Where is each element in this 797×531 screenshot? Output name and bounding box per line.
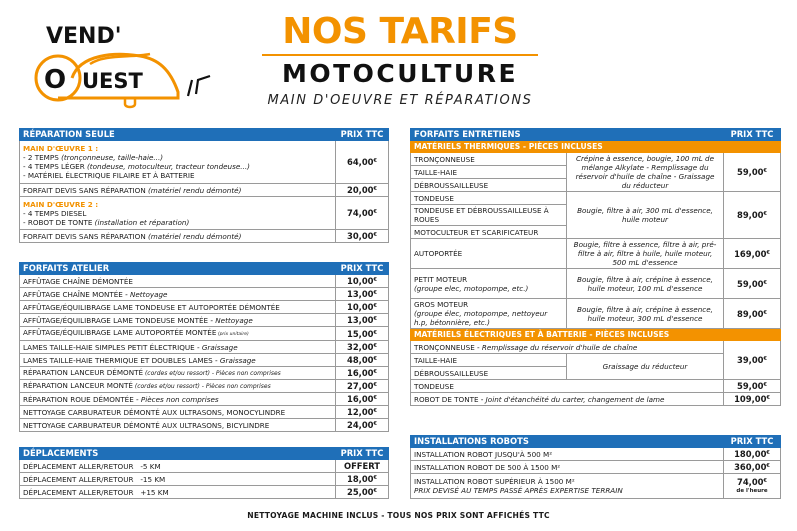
electrique-description: Graissage du réducteur xyxy=(567,354,724,380)
row-price: OFFERT xyxy=(336,460,389,473)
g1-description: Crépine à essence, bougie, 100 mL de mélange Alkylate - Remplissage du réservoir d'huile de chaîne - Graissage du réducteur xyxy=(567,153,724,192)
table-row: TONDEUSE ET DÉBROUSSAILLEUSE À ROUES xyxy=(411,205,567,226)
table-row: DÉPLACEMENT ALLER/RETOUR -5 KM xyxy=(20,460,336,473)
row-price: 13,00€ xyxy=(336,288,389,301)
row-price: 18,00€ xyxy=(336,473,389,486)
table-row: INSTALLATION ROBOT JUSQU'À 500 M² xyxy=(411,448,724,461)
row-price: 15,00€ xyxy=(336,327,389,341)
row-price: 10,00€ xyxy=(336,275,389,288)
page-subtitle: MOTOCULTURE xyxy=(281,59,519,88)
table-row: AFFÛTAGE/ÉQUILIBRAGE LAME AUTOPORTÉE MONTÉE (prix unitaire) xyxy=(20,327,336,341)
table-row: DÉPLACEMENT ALLER/RETOUR -15 KM xyxy=(20,473,336,486)
table-row: RÉPARATION LANCEUR MONTÉ (cordes et/ou ressort) - Pièces non comprises xyxy=(20,380,336,393)
row-price: 48,00€ xyxy=(336,354,389,367)
table-row: RÉPARATION ROUE DÉMONTÉE - Pièces non comprises xyxy=(20,393,336,406)
table-row: RÉPARATION LANCEUR DÉMONTÉ (cordes et/ou ressort) - Pièces non comprises xyxy=(20,367,336,380)
table-row: LAMES TAILLE-HAIE SIMPLES PETIT ÉLECTRIQUE - Graissage xyxy=(20,341,336,354)
svg-text:VEND': VEND' xyxy=(46,24,122,49)
main-oeuvre-1 xyxy=(20,141,336,184)
g1-price: 59,00€ xyxy=(724,153,781,192)
row-price: 27,00€ xyxy=(336,380,389,393)
table-row: DÉPLACEMENT ALLER/RETOUR +15 KM xyxy=(20,486,336,499)
deplacements-title: DÉPLACEMENTS xyxy=(20,448,336,460)
atelier-title: FORFAITS ATELIER xyxy=(20,263,336,275)
devis-1-price: 20,00€ xyxy=(336,184,389,197)
electrique-price: 39,00€ xyxy=(724,341,781,380)
entretiens-title: FORFAITS ENTRETIENS xyxy=(411,129,724,141)
mo1-item: - 2 TEMPS (tronçonneuse, taille-haie...) xyxy=(23,153,164,162)
price-header: PRIX TTC xyxy=(336,263,389,275)
table-row: AFFÛTAGE/ÉQUILIBRAGE LAME TONDEUSE MONTÉE - Nettoyage xyxy=(20,314,336,327)
g2-description: Bougie, filtre à air, 300 mL d'essence, huile moteur xyxy=(567,192,724,239)
devis-1: FORFAIT DEVIS SANS RÉPARATION (matériel rendu démonté) xyxy=(20,184,336,197)
price-header: PRIX TTC xyxy=(724,129,781,141)
table-row: NETTOYAGE CARBURATEUR DÉMONTÉ AUX ULTRASONS, BICYLINDRE xyxy=(20,419,336,432)
page-tagline: MAIN D'OEUVRE ET RÉPARATIONS xyxy=(267,93,533,108)
row-price: 59,00€ xyxy=(724,380,781,393)
table-row: TAILLE-HAIE xyxy=(411,354,567,367)
row-price: 24,00€ xyxy=(336,419,389,432)
mo1-label: MAIN D'ŒUVRE 1 : xyxy=(23,144,99,153)
petit-moteur-price: 59,00€ xyxy=(724,269,781,299)
table-row: LAMES TAILLE-HAIE THERMIQUE ET DOUBLES LAMES - Graissage xyxy=(20,354,336,367)
table-row: AFFÛTAGE CHAÎNE DÉMONTÉE xyxy=(20,275,336,288)
table-row: INSTALLATION ROBOT SUPÉRIEUR À 1500 M² PRIX DEVISÉ AU TEMPS PASSÉ APRÈS EXPERTISE TERRAIN xyxy=(411,474,724,499)
g2-price: 89,00€ xyxy=(724,192,781,239)
table-row: TRONÇONNEUSE - Remplissage du réservoir d'huile de chaîne xyxy=(411,341,724,354)
reparation-title: RÉPARATION SEULE xyxy=(20,129,336,141)
gros-moteur-price: 89,00€ xyxy=(724,299,781,329)
mo1-price: 64,00€ xyxy=(336,141,389,184)
devis-2: FORFAIT DEVIS SANS RÉPARATION (matériel rendu démonté) xyxy=(20,230,336,243)
mo2-item: - ROBOT DE TONTE (installation et réparation) xyxy=(23,217,190,227)
svg-text:UEST: UEST xyxy=(82,69,143,93)
electrique-header: MATÉRIELS ÉLECTRIQUES ET À BATTERIE - PIÈCES INCLUSES xyxy=(411,329,781,341)
main-oeuvre-2 xyxy=(20,197,336,230)
footer-note: NETTOYAGE MACHINE INCLUS - TOUS NOS PRIX SONT AFFICHÉS TTC xyxy=(247,511,550,520)
table-row: ROBOT DE TONTE - Joint d'étanchéité du carter, changement de lame xyxy=(411,393,724,406)
gros-moteur-description: Bougie, filtre à air, crépine à essence, huile moteur, 300 mL d'essence xyxy=(567,299,724,329)
table-row: INSTALLATION ROBOT DE 500 À 1500 M² xyxy=(411,461,724,474)
price-header: PRIX TTC xyxy=(336,448,389,460)
row-price: 16,00€ xyxy=(336,393,389,406)
row-price: 25,00€ xyxy=(336,486,389,499)
price-header: PRIX TTC xyxy=(724,436,781,448)
autoportee-description: Bougie, filtre à essence, filtre à air, pré-filtre à air, filtre à huile, huile moteur, 500 mL d'essence xyxy=(567,239,724,269)
table-row: NETTOYAGE CARBURATEUR DÉMONTÉ AUX ULTRASONS, MONOCYLINDRE xyxy=(20,406,336,419)
robots-title: INSTALLATIONS ROBOTS xyxy=(411,436,724,448)
mo1-item: - 4 TEMPS LÉGER (tondeuse, motoculteur, tracteur tondeuse...) xyxy=(23,162,250,171)
petit-moteur-description: Bougie, filtre à air, crépine à essence, huile moteur, 100 mL d'essence xyxy=(567,269,724,299)
row-price: 13,00€ xyxy=(336,314,389,327)
page-title: NOS TARIFS xyxy=(282,11,518,52)
price-header: PRIX TTC xyxy=(336,129,389,141)
table-row: TAILLE-HAIE xyxy=(411,166,567,179)
row-price: 109,00€ xyxy=(724,393,781,406)
row-price: 74,00€ de l'heure xyxy=(724,474,781,499)
table-row: DÉBROUSSAILLEUSE xyxy=(411,367,567,380)
row-price: 12,00€ xyxy=(336,406,389,419)
deplacements-table xyxy=(19,447,389,499)
table-row: TONDEUSE xyxy=(411,380,724,393)
mo1-item: - MATÉRIEL ÉLECTRIQUE FILAIRE ET À BATTERIE xyxy=(23,171,195,180)
row-price: 16,00€ xyxy=(336,367,389,380)
mo2-price: 74,00€ xyxy=(336,197,389,230)
vend-ouest-logo xyxy=(20,14,220,114)
row-price: 180,00€ xyxy=(724,448,781,461)
row-price: 360,00€ xyxy=(724,461,781,474)
row-price: 10,00€ xyxy=(336,301,389,314)
table-row: TRONÇONNEUSE xyxy=(411,153,567,166)
table-row: TONDEUSE xyxy=(411,192,567,205)
thermique-header: MATÉRIELS THERMIQUES - PIÈCES INCLUSES xyxy=(411,141,781,153)
table-row: AFFÛTAGE/ÉQUILIBRAGE LAME TONDEUSE ET AUTOPORTÉE DÉMONTÉE xyxy=(20,301,336,314)
devis-2-price: 30,00€ xyxy=(336,230,389,243)
mo2-label: MAIN D'ŒUVRE 2 : xyxy=(23,199,99,209)
page-header xyxy=(250,12,550,108)
svg-text:O: O xyxy=(44,65,67,95)
forfaits-atelier-table xyxy=(19,262,389,432)
autoportee-price: 169,00€ xyxy=(724,239,781,269)
row-price: 32,00€ xyxy=(336,341,389,354)
table-row: AUTOPORTÉE xyxy=(411,239,567,269)
mo2-item: - 4 TEMPS DIESEL xyxy=(23,208,87,218)
table-row: DÉBROUSSAILLEUSE xyxy=(411,179,567,192)
table-row: GROS MOTEUR (groupe élec, motopompe, nettoyeur h.p, bétonnière, etc.) xyxy=(411,299,567,329)
table-row: AFFÛTAGE CHAÎNE MONTÉE - Nettoyage xyxy=(20,288,336,301)
table-row: PETIT MOTEUR (groupe elec, motopompe, etc.) xyxy=(411,269,567,299)
title-divider xyxy=(262,54,538,56)
reparation-seule-table xyxy=(19,128,389,243)
forfaits-entretiens-table xyxy=(410,128,781,406)
installations-robots-table xyxy=(410,435,781,499)
table-row: MOTOCULTEUR ET SCARIFICATEUR xyxy=(411,226,567,239)
